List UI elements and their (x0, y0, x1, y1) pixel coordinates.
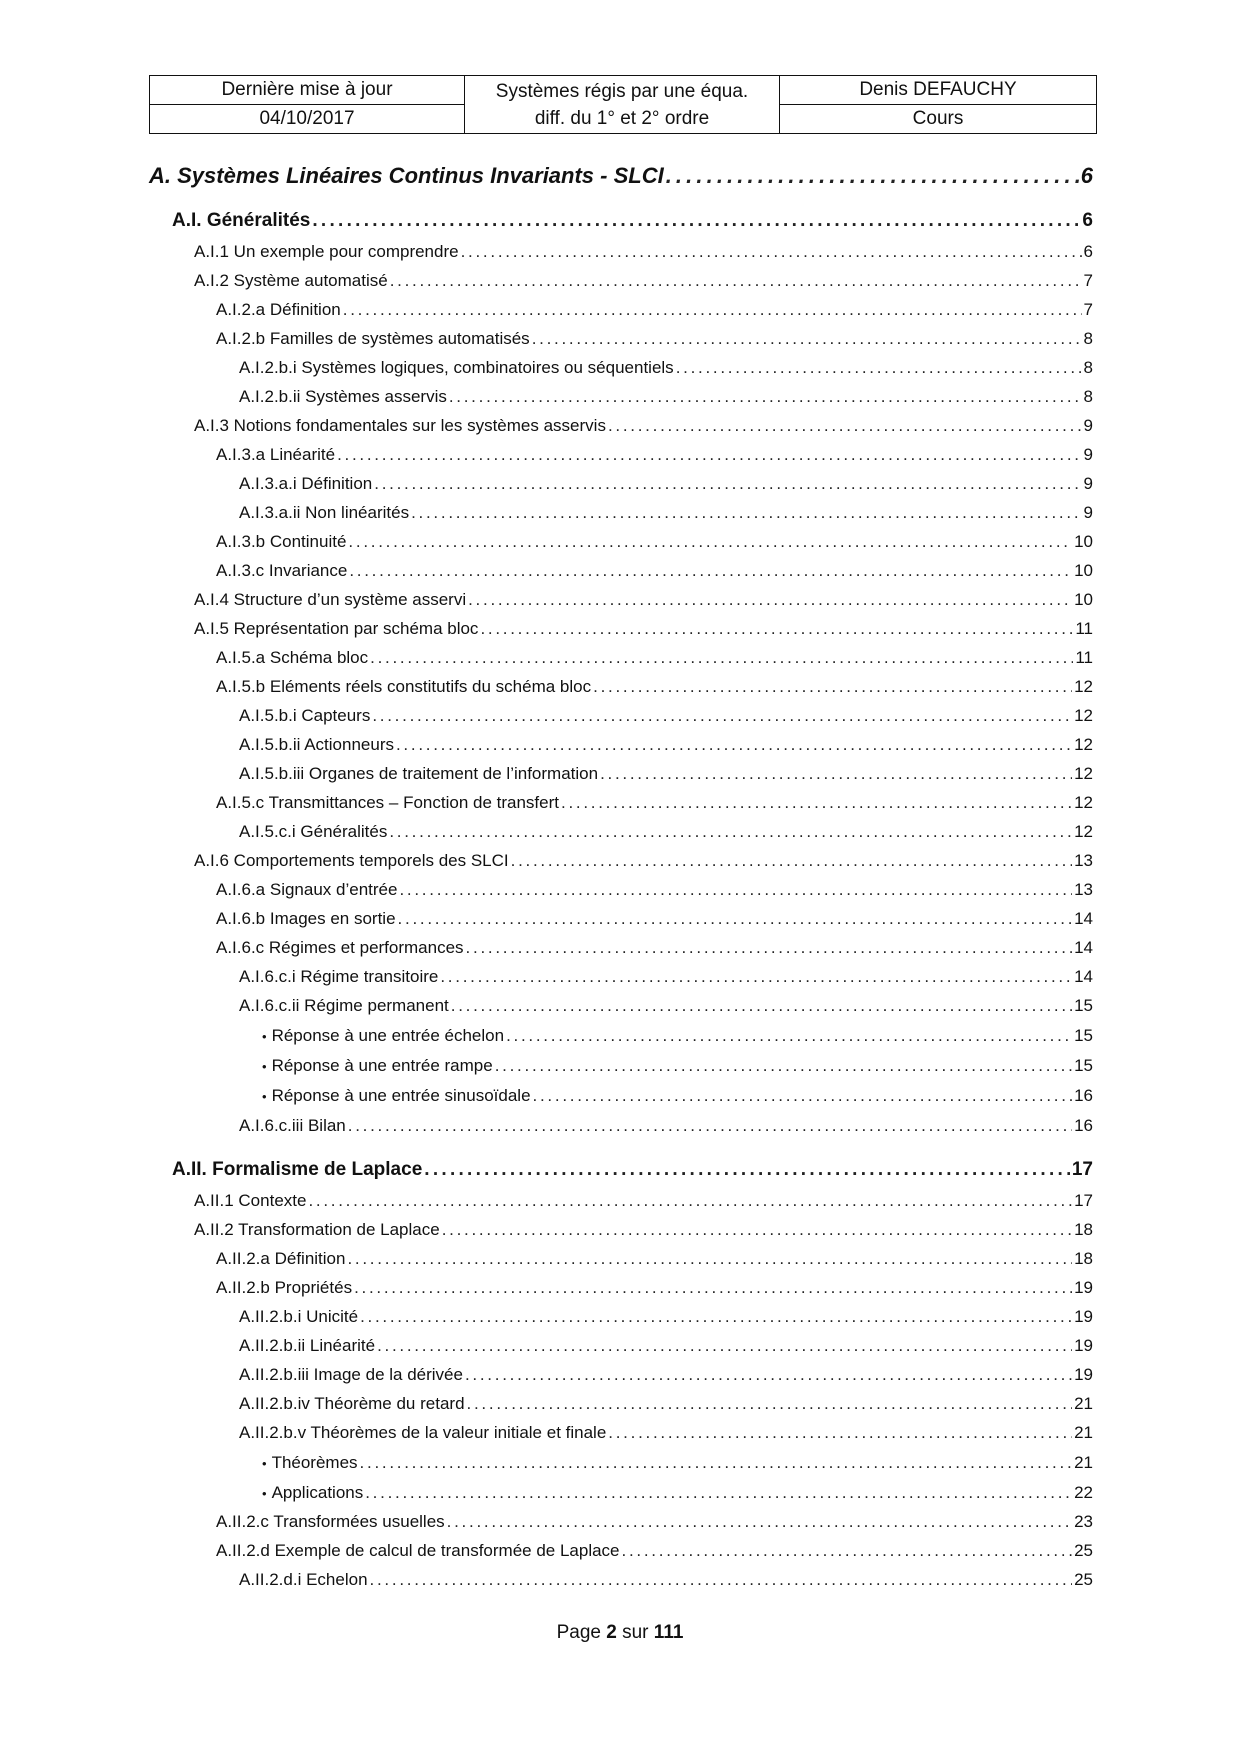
toc-leader-dots (308, 1191, 1072, 1211)
toc-entry[interactable] (239, 1365, 1093, 1385)
toc-entry-title: A.II.2.b.iv Théorème du retard (239, 1394, 465, 1413)
toc-entry-title: A.I.5.c Transmittances – Fonction de transfert (216, 793, 559, 812)
toc-leader-dots (370, 1570, 1073, 1590)
bullet-icon: • (262, 1089, 267, 1104)
toc-entry-title: A.II.2.a Définition (216, 1249, 346, 1268)
toc-entry-title: A.II.1 Contexte (194, 1191, 307, 1210)
toc-leader-dots (360, 1307, 1072, 1327)
toc-leader-dots (666, 163, 1079, 189)
footer-page-separator: sur (622, 1622, 649, 1643)
toc-entry[interactable] (194, 851, 1093, 871)
toc-entry-page: 21 (1074, 1453, 1093, 1472)
toc-entry[interactable] (262, 1453, 1093, 1473)
toc-entry[interactable] (262, 1086, 1093, 1106)
toc-entry-title: A.II. Formalisme de Laplace (172, 1159, 423, 1180)
toc-entry-page: 18 (1074, 1220, 1093, 1239)
toc-entry-title: A.II.2.b.i Unicité (239, 1307, 359, 1326)
toc-entry[interactable] (194, 416, 1093, 436)
toc-entry[interactable] (216, 445, 1093, 465)
bullet-icon: • (262, 1456, 267, 1471)
last-update-label: Dernière mise à jour (150, 76, 465, 105)
toc-entry[interactable] (216, 1249, 1093, 1269)
toc-entry-page: 25 (1074, 1570, 1093, 1589)
toc-entry[interactable] (216, 793, 1093, 813)
toc-entry-page: 16 (1074, 1086, 1093, 1105)
toc-entry[interactable] (194, 619, 1093, 639)
toc-entry[interactable] (239, 1307, 1093, 1327)
toc-entry-title: A.I.2 Système automatisé (194, 271, 388, 290)
toc-entry[interactable] (149, 163, 1093, 189)
toc-entry-page: 8 (1083, 387, 1093, 406)
bullet-icon: • (262, 1486, 267, 1501)
toc-entry-page: 12 (1074, 735, 1093, 754)
toc-entry-title: A.I.3.a.ii Non linéarités (239, 503, 410, 522)
toc-entry-title: A.I.6.b Images en sortie (216, 909, 396, 928)
toc-entry-title: A.I.3.b Continuité (216, 532, 347, 551)
toc-entry-title: A.II.2.c Transformées usuelles (216, 1512, 445, 1531)
toc-entry[interactable] (216, 561, 1093, 581)
current-page-number: 2 (606, 1622, 617, 1643)
toc-entry[interactable] (239, 706, 1093, 726)
toc-leader-dots (608, 416, 1082, 436)
toc-leader-dots (480, 619, 1073, 639)
toc-leader-dots (622, 1541, 1073, 1561)
toc-entry-title: A.II.2.b.ii Linéarité (239, 1336, 376, 1355)
toc-leader-dots (533, 1086, 1073, 1106)
toc-entry-page: 6 (1083, 242, 1093, 261)
toc-entry-title: A.I.3.a.i Définition (239, 474, 373, 493)
toc-entry-page: 6 (1080, 163, 1093, 188)
toc-entry-page: 10 (1074, 590, 1093, 609)
toc-entry[interactable] (216, 938, 1093, 958)
toc-entry-title: A.I.6 Comportements temporels des SLCI (194, 851, 509, 870)
bullet-icon: • (262, 1059, 267, 1074)
toc-entry-page: 12 (1074, 793, 1093, 812)
toc-leader-dots (377, 1336, 1072, 1356)
toc-entry-page: 7 (1083, 271, 1093, 290)
toc-leader-dots (365, 1483, 1072, 1503)
toc-leader-dots (411, 503, 1081, 523)
toc-entry-page: 14 (1074, 938, 1093, 957)
toc-entry-title: A.I.5.b.i Capteurs (239, 706, 371, 725)
toc-entry-page: 21 (1074, 1394, 1093, 1413)
toc-entry-page: 19 (1074, 1307, 1093, 1326)
document-type: Cours (780, 105, 1097, 134)
toc-entry-page: 22 (1074, 1483, 1093, 1502)
toc-entry[interactable] (239, 387, 1093, 407)
toc-entry[interactable] (239, 764, 1093, 784)
toc-leader-dots (495, 1056, 1072, 1076)
toc-entry[interactable] (239, 474, 1093, 494)
toc-entry-title: A.I.6.c Régimes et performances (216, 938, 464, 957)
toc-entry-page: 10 (1074, 532, 1093, 551)
toc-entry-page: 25 (1074, 1541, 1093, 1560)
toc-leader-dots (399, 880, 1072, 900)
toc-leader-dots (467, 1394, 1073, 1414)
last-update-date: 04/10/2017 (150, 105, 465, 134)
toc-entry[interactable] (216, 909, 1093, 929)
toc-entry-title: A.II.2.d.i Echelon (239, 1570, 368, 1589)
toc-leader-dots (312, 210, 1080, 232)
toc-entry-title: A.I.2.b.ii Systèmes asservis (239, 387, 447, 406)
toc-entry-page: 15 (1074, 1056, 1093, 1075)
toc-leader-dots (337, 445, 1081, 465)
toc-leader-dots (372, 706, 1072, 726)
toc-entry-title: A.II.2.d Exemple de calcul de transformée de Laplace (216, 1541, 620, 1560)
toc-leader-dots (451, 996, 1072, 1016)
toc-leader-dots (608, 1423, 1072, 1443)
toc-entry-page: 17 (1074, 1191, 1093, 1210)
toc-entry-title: A.I.2.b.i Systèmes logiques, combinatoires ou séquentiels (239, 358, 674, 377)
toc-entry[interactable] (216, 1278, 1093, 1298)
subject-line-2: diff. du 1° et 2° ordre (534, 107, 710, 129)
toc-entry-page: 6 (1082, 210, 1093, 231)
toc-leader-dots (468, 590, 1072, 610)
toc-entry[interactable] (194, 590, 1093, 610)
toc-entry[interactable] (262, 1056, 1093, 1076)
toc-entry-page: 11 (1075, 619, 1093, 638)
toc-entry-title: A.I.5.b Eléments réels constitutifs du schéma bloc (216, 677, 592, 696)
toc-leader-dots (348, 532, 1072, 552)
toc-entry[interactable] (239, 1423, 1093, 1443)
toc-entry[interactable] (239, 1570, 1093, 1590)
toc-entry-page: 11 (1075, 648, 1093, 667)
toc-entry-title: A.II.2 Transformation de Laplace (194, 1220, 440, 1239)
toc-entry-title: Réponse à une entrée échelon (271, 1026, 505, 1045)
toc-leader-dots (447, 1512, 1072, 1532)
toc-leader-dots (374, 474, 1081, 494)
toc-leader-dots (532, 329, 1082, 349)
toc-leader-dots (424, 1159, 1070, 1181)
document-subject (465, 76, 780, 134)
toc-entry[interactable] (216, 329, 1093, 349)
toc-entry[interactable] (172, 1159, 1093, 1181)
toc-leader-dots (466, 938, 1073, 958)
toc-entry[interactable] (239, 967, 1093, 987)
toc-entry-page: 17 (1071, 1159, 1093, 1180)
author-name: Denis DEFAUCHY (780, 76, 1097, 105)
toc-entry-page: 14 (1074, 909, 1093, 928)
toc-entry-page: 10 (1074, 561, 1093, 580)
toc-entry-page: 12 (1074, 822, 1093, 841)
toc-leader-dots (360, 1453, 1073, 1473)
toc-leader-dots (343, 300, 1082, 320)
toc-entry[interactable] (239, 1394, 1093, 1414)
toc-leader-dots (347, 1249, 1072, 1269)
toc-entry[interactable] (216, 648, 1093, 668)
toc-entry-title: A.I.5.b.iii Organes de traitement de l’information (239, 764, 599, 783)
toc-entry[interactable] (216, 677, 1093, 697)
toc-entry-page: 12 (1074, 677, 1093, 696)
toc-entry-title: A.I.4 Structure d’un système asservi (194, 590, 467, 609)
toc-leader-dots (354, 1278, 1072, 1298)
toc-entry-title: A.I.3.c Invariance (216, 561, 348, 580)
toc-entry-title: A.I.6.c.i Régime transitoire (239, 967, 439, 986)
total-page-count: 111 (653, 1622, 684, 1643)
footer-page-prefix: Page (556, 1622, 601, 1643)
toc-entry[interactable] (262, 1026, 1093, 1046)
toc-entry-page: 19 (1074, 1336, 1093, 1355)
toc-entry-page: 8 (1083, 358, 1093, 377)
toc-entry-page: 21 (1074, 1423, 1093, 1442)
toc-entry[interactable] (262, 1483, 1093, 1503)
toc-leader-dots (465, 1365, 1072, 1385)
toc-entry-page: 9 (1083, 503, 1093, 522)
toc-entry-page: 18 (1074, 1249, 1093, 1268)
toc-entry-page: 19 (1074, 1278, 1093, 1297)
toc-entry-title: Réponse à une entrée sinusoïdale (271, 1086, 531, 1105)
toc-leader-dots (396, 735, 1072, 755)
toc-leader-dots (461, 242, 1082, 262)
toc-entry[interactable] (239, 358, 1093, 378)
toc-leader-dots (398, 909, 1073, 929)
toc-entry-title: A.II.2.b Propriétés (216, 1278, 353, 1297)
toc-entry-title: A.II.2.b.iii Image de la dérivée (239, 1365, 463, 1384)
toc-leader-dots (389, 822, 1072, 842)
toc-entry-title: Réponse à une entrée rampe (271, 1056, 493, 1075)
toc-entry-page: 8 (1083, 329, 1093, 348)
toc-entry-page: 23 (1074, 1512, 1093, 1531)
toc-entry[interactable] (239, 1116, 1093, 1136)
toc-entry-title: Applications (271, 1483, 364, 1502)
toc-entry[interactable] (194, 1191, 1093, 1211)
toc-entry-page: 9 (1083, 474, 1093, 493)
bullet-icon: • (262, 1029, 267, 1044)
toc-entry-page: 15 (1074, 996, 1093, 1015)
toc-entry-title: A.I.1 Un exemple pour comprendre (194, 242, 459, 261)
toc-entry-page: 9 (1083, 445, 1093, 464)
toc-entry[interactable] (216, 300, 1093, 320)
toc-entry-title: A.II.2.b.v Théorèmes de la valeur initiale et finale (239, 1423, 607, 1442)
toc-entry[interactable] (239, 735, 1093, 755)
toc-entry-page: 15 (1074, 1026, 1093, 1045)
toc-entry-title: A.I.5.a Schéma bloc (216, 648, 369, 667)
toc-leader-dots (390, 271, 1082, 291)
toc-leader-dots (370, 648, 1073, 668)
toc-entry[interactable] (194, 271, 1093, 291)
toc-entry-title: Théorèmes (271, 1453, 358, 1472)
toc-leader-dots (593, 677, 1072, 697)
toc-entry-title: A. Systèmes Linéaires Continus Invariants - SLCI (149, 163, 664, 188)
toc-leader-dots (506, 1026, 1072, 1046)
toc-entry-title: A.I. Généralités (172, 210, 311, 231)
toc-entry[interactable] (194, 1220, 1093, 1240)
subject-line-1: Systèmes régis par une équa. (495, 80, 749, 102)
toc-entry-page: 7 (1083, 300, 1093, 319)
toc-leader-dots (348, 1116, 1072, 1136)
toc-entry[interactable] (216, 1512, 1093, 1532)
toc-entry-title: A.I.6.c.iii Bilan (239, 1116, 346, 1135)
page-footer (0, 1622, 1240, 1644)
toc-entry[interactable] (239, 822, 1093, 842)
toc-entry-title: A.I.6.c.ii Régime permanent (239, 996, 449, 1015)
toc-entry-page: 14 (1074, 967, 1093, 986)
toc-entry[interactable] (239, 503, 1093, 523)
toc-entry-page: 13 (1074, 851, 1093, 870)
toc-entry[interactable] (239, 1336, 1093, 1356)
toc-entry-page: 13 (1074, 880, 1093, 899)
toc-leader-dots (511, 851, 1072, 871)
toc-entry-title: A.I.6.a Signaux d’entrée (216, 880, 398, 899)
toc-entry[interactable] (216, 532, 1093, 552)
toc-entry-page: 12 (1074, 706, 1093, 725)
toc-leader-dots (442, 1220, 1072, 1240)
toc-leader-dots (349, 561, 1072, 581)
toc-leader-dots (440, 967, 1072, 987)
toc-entry-page: 12 (1074, 764, 1093, 783)
toc-entry-title: A.I.2.a Définition (216, 300, 341, 319)
toc-entry-title: A.I.2.b Familles de systèmes automatisés (216, 329, 530, 348)
toc-entry[interactable] (216, 880, 1093, 900)
toc-entry-page: 9 (1083, 416, 1093, 435)
toc-entry-title: A.I.3.a Linéarité (216, 445, 336, 464)
toc-leader-dots (561, 793, 1072, 813)
toc-entry-title: A.I.5.c.i Généralités (239, 822, 388, 841)
toc-entry-page: 19 (1074, 1365, 1093, 1384)
toc-entry-title: A.I.3 Notions fondamentales sur les systèmes asservis (194, 416, 606, 435)
document-header-table (149, 75, 1097, 134)
toc-entry-title: A.I.5.b.ii Actionneurs (239, 735, 394, 754)
toc-entry-page: 16 (1074, 1116, 1093, 1135)
toc-entry[interactable] (216, 1541, 1093, 1561)
toc-leader-dots (449, 387, 1082, 407)
toc-leader-dots (600, 764, 1072, 784)
toc-entry[interactable] (172, 210, 1093, 232)
toc-leader-dots (676, 358, 1082, 378)
toc-entry[interactable] (239, 996, 1093, 1016)
toc-entry[interactable] (194, 242, 1093, 262)
toc-entry-title: A.I.5 Représentation par schéma bloc (194, 619, 479, 638)
